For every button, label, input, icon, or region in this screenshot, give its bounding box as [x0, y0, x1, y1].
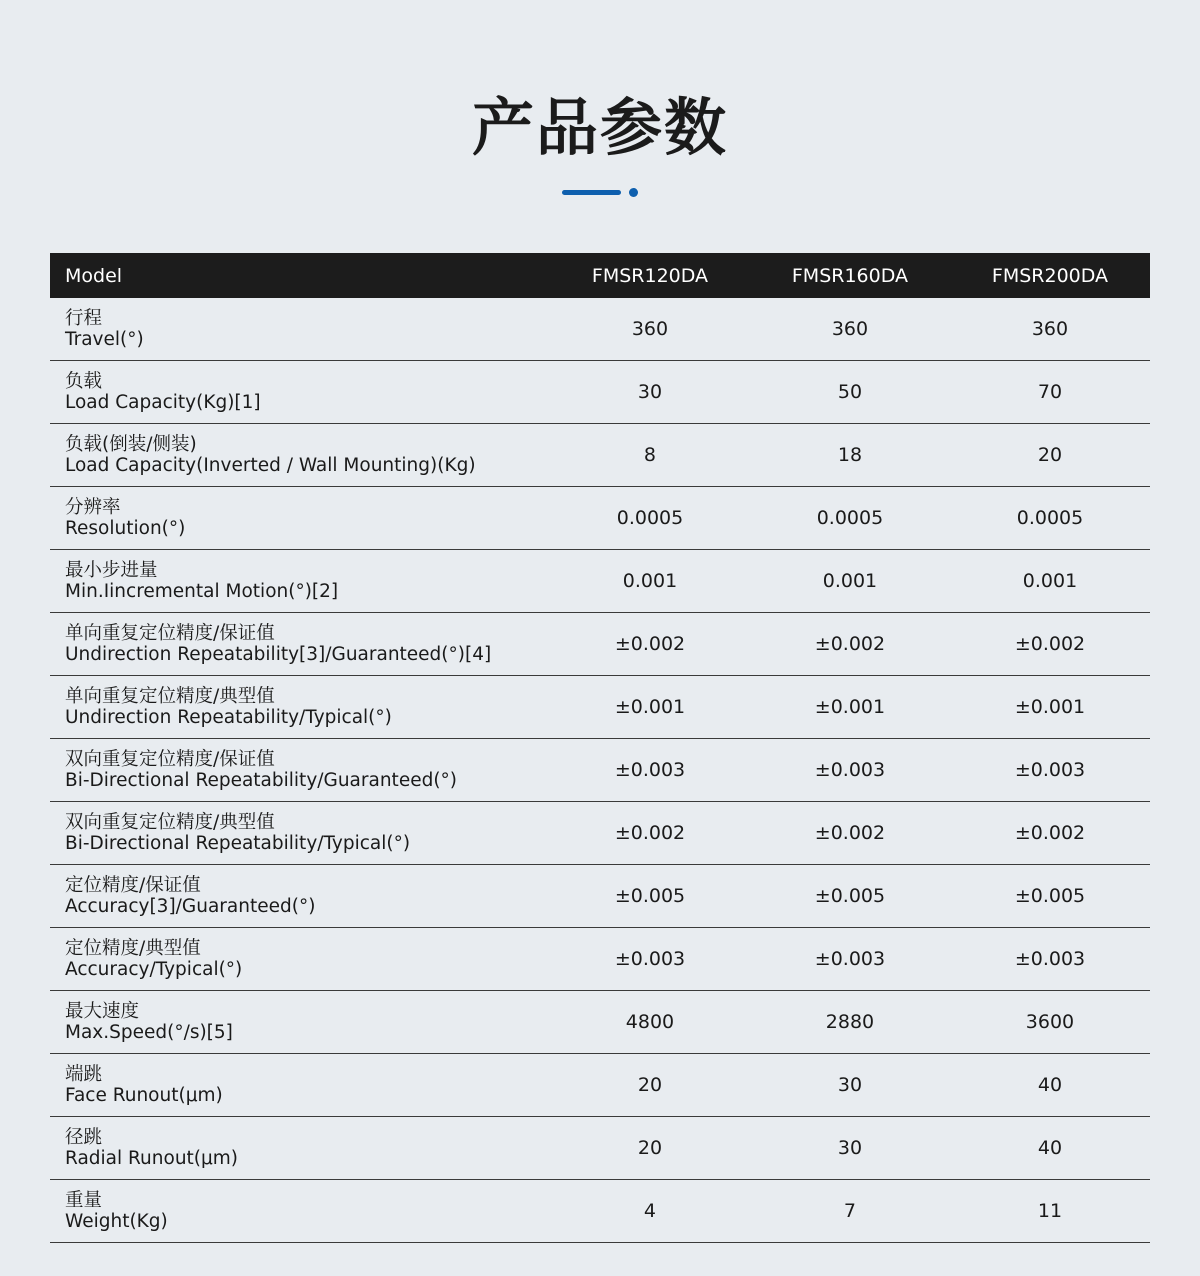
row-value: 8 [550, 424, 750, 487]
row-label [50, 298, 550, 361]
row-label-zh: 重量 [65, 1190, 103, 1211]
table-row [50, 424, 1150, 487]
row-value: ±0.001 [750, 676, 950, 739]
table-row [50, 487, 1150, 550]
table-row [50, 928, 1150, 991]
row-value: ±0.003 [950, 928, 1150, 991]
row-value: 4 [550, 1180, 750, 1243]
header-model-name: FMSR200DA [950, 253, 1150, 298]
row-label-zh: 定位精度/典型值 [65, 938, 201, 959]
table-body [50, 298, 1150, 1243]
row-value: 0.0005 [950, 487, 1150, 550]
row-label-en: Bi-Directional Repeatability/Guaranteed(°) [65, 770, 458, 791]
title-underline [562, 188, 638, 198]
row-value: 20 [950, 424, 1150, 487]
row-label [50, 1180, 550, 1243]
row-label-en: Load Capacity(Kg)[1] [65, 392, 261, 413]
table-row [50, 1117, 1150, 1180]
row-label-zh: 单向重复定位精度/保证值 [65, 623, 275, 644]
underline-dot [629, 188, 638, 197]
row-label-en: Undirection Repeatability/Typical(°) [65, 707, 392, 728]
row-label-zh: 端跳 [65, 1064, 103, 1085]
row-label-en: Min.Iincremental Motion(°)[2] [65, 581, 339, 602]
row-value: 20 [550, 1117, 750, 1180]
row-label-zh: 负载 [65, 371, 103, 392]
row-value: 30 [750, 1117, 950, 1180]
row-value: 20 [550, 1054, 750, 1117]
table-row [50, 802, 1150, 865]
row-label-zh: 分辨率 [65, 497, 121, 518]
row-label-zh: 双向重复定位精度/典型值 [65, 812, 275, 833]
row-value: ±0.005 [550, 865, 750, 928]
row-label [50, 676, 550, 739]
row-value: ±0.002 [950, 613, 1150, 676]
row-value: ±0.002 [950, 802, 1150, 865]
row-value: 0.001 [550, 550, 750, 613]
row-label [50, 928, 550, 991]
table-row [50, 298, 1150, 361]
row-value: 360 [550, 298, 750, 361]
table-row [50, 550, 1150, 613]
row-label-zh: 双向重复定位精度/保证值 [65, 749, 275, 770]
row-label-en: Load Capacity(Inverted / Wall Mounting)(Kg) [65, 455, 476, 476]
table-row [50, 865, 1150, 928]
row-value: 40 [950, 1054, 1150, 1117]
row-label-en: Travel(°) [65, 329, 144, 350]
row-label [50, 361, 550, 424]
row-label-en: Bi-Directional Repeatability/Typical(°) [65, 833, 411, 854]
row-value: 4800 [550, 991, 750, 1054]
row-value: 0.001 [750, 550, 950, 613]
row-label [50, 424, 550, 487]
row-label-zh: 最大速度 [65, 1001, 140, 1022]
row-value: 360 [750, 298, 950, 361]
page-title: 产品参数 [471, 91, 728, 164]
row-label [50, 991, 550, 1054]
row-value: ±0.003 [950, 739, 1150, 802]
row-label-zh: 行程 [65, 308, 103, 329]
row-label [50, 1054, 550, 1117]
row-value: 30 [550, 361, 750, 424]
row-value: ±0.003 [550, 928, 750, 991]
header-model-name: FMSR120DA [550, 253, 750, 298]
header-model-name: FMSR160DA [750, 253, 950, 298]
row-value: 0.0005 [750, 487, 950, 550]
row-value: ±0.003 [750, 928, 950, 991]
row-value: ±0.001 [550, 676, 750, 739]
row-value: 0.001 [950, 550, 1150, 613]
table-row [50, 676, 1150, 739]
row-value: ±0.003 [550, 739, 750, 802]
row-label [50, 739, 550, 802]
row-label-zh: 单向重复定位精度/典型值 [65, 686, 275, 707]
row-value: ±0.005 [750, 865, 950, 928]
row-label-en: Accuracy/Typical(°) [65, 959, 243, 980]
row-value: 360 [950, 298, 1150, 361]
row-label [50, 550, 550, 613]
table-row [50, 991, 1150, 1054]
row-value: 70 [950, 361, 1150, 424]
row-label [50, 802, 550, 865]
table-header-row [50, 253, 1150, 298]
row-label-en: Resolution(°) [65, 518, 186, 539]
row-value: ±0.001 [950, 676, 1150, 739]
row-label [50, 865, 550, 928]
row-label-en: Undirection Repeatability[3]/Guaranteed(°)[4] [65, 644, 492, 665]
row-value: 7 [750, 1180, 950, 1243]
row-value: ±0.002 [550, 802, 750, 865]
row-value: 40 [950, 1117, 1150, 1180]
table-row [50, 1054, 1150, 1117]
row-label-en: Face Runout(μm) [65, 1085, 223, 1106]
row-value: 50 [750, 361, 950, 424]
spec-table [50, 253, 1150, 1243]
row-value: 30 [750, 1054, 950, 1117]
table-row [50, 361, 1150, 424]
row-label [50, 1117, 550, 1180]
table-row [50, 1180, 1150, 1243]
row-value: 18 [750, 424, 950, 487]
row-label-en: Radial Runout(μm) [65, 1148, 239, 1169]
row-value: ±0.002 [550, 613, 750, 676]
row-label-en: Accuracy[3]/Guaranteed(°) [65, 896, 316, 917]
row-label-zh: 径跳 [65, 1127, 103, 1148]
row-label [50, 613, 550, 676]
table-row [50, 613, 1150, 676]
row-value: 11 [950, 1180, 1150, 1243]
row-label-en: Weight(Kg) [65, 1211, 168, 1232]
row-value: ±0.002 [750, 802, 950, 865]
table-row [50, 739, 1150, 802]
row-label-zh: 最小步进量 [65, 560, 158, 581]
row-value: 2880 [750, 991, 950, 1054]
underline-bar [562, 190, 621, 195]
row-value: ±0.005 [950, 865, 1150, 928]
row-value: 0.0005 [550, 487, 750, 550]
row-value: ±0.002 [750, 613, 950, 676]
row-value: 3600 [950, 991, 1150, 1054]
row-label-zh: 定位精度/保证值 [65, 875, 201, 896]
header-model-label: Model [50, 253, 550, 298]
row-label-zh: 负载(倒装/侧装) [65, 434, 197, 455]
row-label [50, 487, 550, 550]
row-label-en: Max.Speed(°/s)[5] [65, 1022, 233, 1043]
row-value: ±0.003 [750, 739, 950, 802]
